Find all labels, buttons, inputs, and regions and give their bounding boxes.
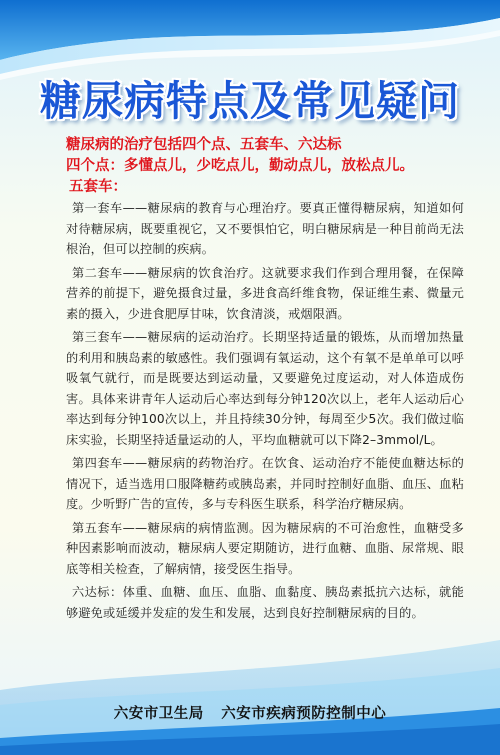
paragraph-six-targets bbox=[66, 582, 464, 626]
paragraph-text: 第二套车——糖尿病的饮食治疗。这就要求我们作到合理用餐，在保障营养的前提下，避免摄食过量，多进食高纤维食物，保证维生素、微量元素的摄入，少进食肥厚甘味，饮食清淡，戒烟限酒。 bbox=[66, 265, 464, 321]
paragraph-cart-4 bbox=[66, 453, 464, 518]
paragraph-cart-2 bbox=[66, 263, 464, 328]
paragraph-text: 第一套车——糖尿病的教育与心理治疗。要真正懂得糖尿病，知道如何对待糖尿病，既要重视它，又不要惧怕它，明白糖尿病是一种目前尚无法根治，但可以控制的疾病。 bbox=[66, 201, 464, 256]
heading-five-carts: 五套车： bbox=[69, 179, 127, 195]
footer-organizations bbox=[0, 702, 500, 723]
heading-treatment: 糖尿病的治疗包括四个点、五套车、六达标 bbox=[66, 137, 342, 153]
poster-content bbox=[66, 135, 464, 626]
footer-org-cdc: 六安市疾病预防控制中心 bbox=[221, 705, 387, 722]
paragraph-text: 第三套车——糖尿病的运动治疗。长期坚持适量的锻炼，从而增加热量的利用和胰岛素的敏感性。我们强调有氧运动，这个有氧不是单单可以呼吸氧气就行，而是既要达到运动量，又要避免过度运动，对人体造成伤害。具体来讲青年人运动后心率达到每分钟120次以上，老年人运动后心率达到每分钟100次以上，并且持续30分钟，每周至少5次。我们做过临床实验，长期坚持适量运动的人，平均血糖就可以下降2–3mmol/L。 bbox=[66, 330, 464, 447]
heading-four-points: 四个点：多懂点儿，少吃点儿，勤动点儿，放松点儿。 bbox=[66, 158, 414, 174]
poster-title: 糖尿病特点及常见疑问 bbox=[40, 77, 460, 125]
paragraph-cart-1 bbox=[66, 198, 464, 263]
paragraph-cart-5 bbox=[66, 518, 464, 583]
footer-org-health-bureau: 六安市卫生局 bbox=[113, 705, 204, 722]
paragraph-cart-3 bbox=[66, 327, 464, 453]
paragraph-text: 六达标：体重、血糖、血压、血脂、血黏度、胰岛素抵抗六达标，就能够避免或延缓并发症的发生和发展，达到良好控制糖尿病的目的。 bbox=[66, 585, 464, 620]
paragraph-text: 第四套车——糖尿病的药物治疗。在饮食、运动治疗不能使血糖达标的情况下，适当选用口服降糖药或胰岛素，并同时控制好血脂、血压、血粘度。少听野广告的宣传，多与专科医生联系，科学治疗糖尿病。 bbox=[66, 456, 464, 511]
paragraph-text: 第五套车——糖尿病的病情监测。因为糖尿病的不可治愈性，血糖受多种因素影响而波动，糖尿病人要定期随访，进行血糖、血脂、尿常规、眼底等相关检查，了解病情，接受医生指导。 bbox=[66, 520, 464, 576]
